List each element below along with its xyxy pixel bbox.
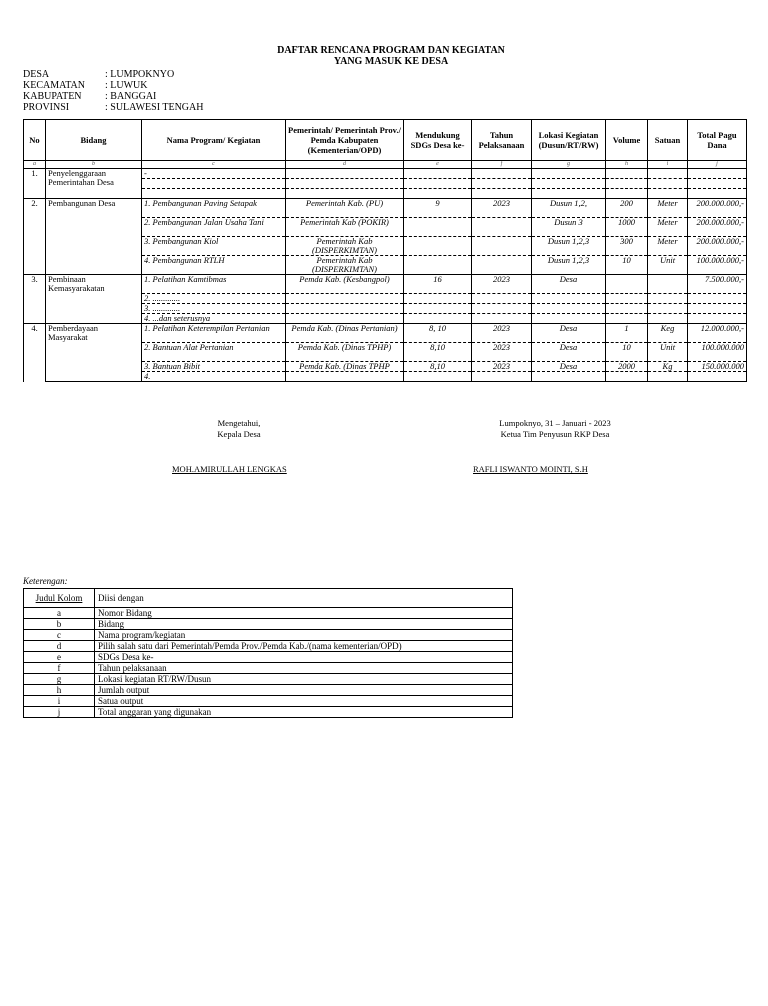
legend-desc: Nama program/kegiatan: [95, 630, 513, 641]
tahun-cell: [472, 256, 532, 275]
signature-left: [183, 418, 295, 440]
legend-row: [24, 641, 513, 652]
tahun-cell: [472, 294, 532, 304]
satuan-cell: Unit: [648, 343, 688, 362]
document-title: DAFTAR RENCANA PROGRAM DAN KEGIATAN: [277, 45, 505, 56]
pagu-cell: [688, 169, 747, 179]
legend-key: j: [24, 707, 95, 718]
tahun-cell: [472, 237, 532, 256]
program-cell: 3. Pembangunan Kiol: [142, 237, 286, 256]
satuan-cell: Kg: [648, 362, 688, 372]
info-value: : SULAWESI TENGAH: [105, 102, 204, 113]
legend-row: [24, 630, 513, 641]
info-row-kecamatan: [23, 80, 203, 91]
volume-cell: 2000: [606, 362, 648, 372]
table-header-row: [24, 120, 747, 161]
pagu-cell: [688, 372, 747, 382]
lokasi-cell: [532, 372, 606, 382]
program-cell: 1. Pelatihan Kamtibmas: [142, 275, 286, 294]
tahun-cell: [472, 372, 532, 382]
satuan-cell: [648, 314, 688, 324]
info-value: : BANGGAI: [105, 91, 157, 102]
satuan-cell: [648, 294, 688, 304]
volume-cell: 10: [606, 256, 648, 275]
legend-header-key: [24, 589, 95, 608]
satuan-cell: [648, 304, 688, 314]
satuan-cell: Unit: [648, 256, 688, 275]
sdgs-cell: [404, 179, 472, 189]
group-bidang: Pembangunan Desa: [46, 199, 142, 275]
info-key: KABUPATEN: [23, 91, 82, 102]
signature-right-line1: Lumpoknyo, 31 – Januari - 2023: [499, 418, 611, 428]
legend-row: [24, 652, 513, 663]
satuan-cell: [648, 189, 688, 199]
legend-desc: Satua output: [95, 696, 513, 707]
header-pagu: Total Pagu Dana: [688, 120, 747, 161]
tahun-cell: [472, 189, 532, 199]
legend-desc: SDGs Desa ke-: [95, 652, 513, 663]
volume-cell: [606, 304, 648, 314]
tahun-cell: [472, 179, 532, 189]
pemda-cell: Pemda Kab. (Dinas TPHP): [286, 343, 404, 362]
tahun-cell: 2023: [472, 324, 532, 343]
legend-header-row: [24, 589, 513, 608]
lokasi-cell: Desa: [532, 343, 606, 362]
info-value: : LUMPOKNYO: [105, 69, 175, 80]
pagu-cell: 150.000.000: [688, 362, 747, 372]
column-letter: j: [688, 161, 747, 169]
sdgs-cell: [404, 294, 472, 304]
volume-cell: [606, 372, 648, 382]
column-letter: f: [472, 161, 532, 169]
sdgs-cell: [404, 237, 472, 256]
pemda-cell: Pemerintah Kab (DISPERKIMTAN): [286, 256, 404, 275]
column-letter: i: [648, 161, 688, 169]
pemda-cell: [286, 294, 404, 304]
header-sdgs: Mendukung SDGs Desa ke-: [404, 120, 472, 161]
group-number: 1.: [24, 169, 46, 199]
header-program: Nama Program/ Kegiatan: [142, 120, 286, 161]
lokasi-cell: Dusun 1,2,3: [532, 256, 606, 275]
volume-cell: [606, 179, 648, 189]
pemda-cell: Pemda Kab. (Dinas Pertanian): [286, 324, 404, 343]
lokasi-cell: [532, 169, 606, 179]
volume-cell: 1000: [606, 218, 648, 237]
lokasi-cell: Desa: [532, 275, 606, 294]
lokasi-cell: [532, 314, 606, 324]
table-row: [24, 169, 747, 179]
pagu-cell: 100.000.000,-: [688, 256, 747, 275]
tahun-cell: 2023: [472, 275, 532, 294]
legend-row: [24, 696, 513, 707]
sdgs-cell: 9: [404, 199, 472, 218]
column-letter: g: [532, 161, 606, 169]
program-cell: 2. Pembangunan Jalan Usaha Tani: [142, 218, 286, 237]
legend-header-key-text: Judul Kolom: [35, 593, 83, 603]
pemda-cell: [286, 304, 404, 314]
village-info: [23, 69, 203, 113]
legend-desc: Nomor Bidang: [95, 608, 513, 619]
lokasi-cell: Dusun 1,2,3: [532, 237, 606, 256]
table-body: [24, 169, 747, 382]
legend-body: [24, 589, 513, 718]
pemda-cell: [286, 372, 404, 382]
signature-left-name: MOH.AMIRULLAH LENGKAS: [172, 464, 287, 474]
program-cell: -: [142, 169, 286, 179]
satuan-cell: [648, 275, 688, 294]
column-letter: h: [606, 161, 648, 169]
pagu-cell: [688, 304, 747, 314]
sdgs-cell: [404, 304, 472, 314]
legend-key: g: [24, 674, 95, 685]
header-lokasi: Lokasi Kegiatan (Dusun/RT/RW): [532, 120, 606, 161]
legend-key: a: [24, 608, 95, 619]
lokasi-cell: [532, 189, 606, 199]
header-pemda: Pemerintah/ Pemerintah Prov./ Pemda Kabupaten (Kementerian/OPD): [286, 120, 404, 161]
group-number: 3.: [24, 275, 46, 324]
document-subtitle: YANG MASUK KE DESA: [333, 56, 449, 67]
volume-cell: 300: [606, 237, 648, 256]
legend-desc: Tahun pelaksanaan: [95, 663, 513, 674]
table-row: [24, 324, 747, 343]
legend-key: b: [24, 619, 95, 630]
legend-table: [23, 588, 513, 718]
legend-row: [24, 707, 513, 718]
info-value: : LUWUK: [105, 80, 148, 91]
volume-cell: 10: [606, 343, 648, 362]
group-number: 4.: [24, 324, 46, 382]
pagu-cell: 200.000.000,-: [688, 199, 747, 218]
pemda-cell: [286, 169, 404, 179]
pagu-cell: [688, 294, 747, 304]
info-key: PROVINSI: [23, 102, 70, 113]
column-letter: e: [404, 161, 472, 169]
legend-key: h: [24, 685, 95, 696]
tahun-cell: 2023: [472, 343, 532, 362]
legend-desc: Total anggaran yang digunakan: [95, 707, 513, 718]
header-tahun: Tahun Pelaksanaan: [472, 120, 532, 161]
volume-cell: 200: [606, 199, 648, 218]
legend-desc: Jumlah output: [95, 685, 513, 696]
legend-header-desc: Diisi dengan: [95, 589, 513, 608]
legend-key: f: [24, 663, 95, 674]
header-volume: Volume: [606, 120, 648, 161]
sdgs-cell: [404, 189, 472, 199]
legend-row: [24, 663, 513, 674]
info-key: DESA: [23, 69, 50, 80]
satuan-cell: Meter: [648, 237, 688, 256]
table-row: [24, 275, 747, 294]
group-number: 2.: [24, 199, 46, 275]
lokasi-cell: Dusun 1,2,: [532, 199, 606, 218]
pemda-cell: [286, 179, 404, 189]
satuan-cell: Meter: [648, 218, 688, 237]
legend-row: [24, 608, 513, 619]
sdgs-cell: [404, 372, 472, 382]
legend-row: [24, 619, 513, 630]
satuan-cell: [648, 372, 688, 382]
legend-key: i: [24, 696, 95, 707]
info-row-provinsi: [23, 102, 203, 113]
pemda-cell: [286, 314, 404, 324]
group-bidang: Pembinaan Kemasyarakatan: [46, 275, 142, 324]
program-cell: 3. .............: [142, 304, 286, 314]
pemda-cell: Pemerintah Kab (DISPERKIMTAN): [286, 237, 404, 256]
legend-row: [24, 674, 513, 685]
sdgs-cell: 16: [404, 275, 472, 294]
pagu-cell: [688, 179, 747, 189]
volume-cell: [606, 169, 648, 179]
pagu-cell: [688, 189, 747, 199]
sdgs-cell: [404, 256, 472, 275]
signature-left-line2: Kepala Desa: [217, 429, 261, 439]
pemda-cell: Pemerintah Kab (POKIR): [286, 218, 404, 237]
legend-desc: Lokasi kegiatan RT/RW/Dusun: [95, 674, 513, 685]
pagu-cell: 12.000.000,-: [688, 324, 747, 343]
tahun-cell: 2023: [472, 362, 532, 372]
signature-right-name: RAFLI ISWANTO MOINTI, S.H: [473, 464, 588, 474]
lokasi-cell: Desa: [532, 362, 606, 372]
tahun-cell: [472, 169, 532, 179]
lokasi-cell: [532, 294, 606, 304]
info-row-desa: [23, 69, 203, 80]
column-letter: a: [24, 161, 46, 169]
header-bidang: Bidang: [46, 120, 142, 161]
legend-title: Keterengan:: [23, 576, 68, 586]
sdgs-cell: 8,10: [404, 362, 472, 372]
column-letter: b: [46, 161, 142, 169]
column-letter: d: [286, 161, 404, 169]
legend-key: e: [24, 652, 95, 663]
header-satuan: Satuan: [648, 120, 688, 161]
info-key: KECAMATAN: [23, 80, 85, 91]
volume-cell: [606, 189, 648, 199]
column-letter: c: [142, 161, 286, 169]
legend-desc: Pilih salah satu dari Pemerintah/Pemda Prov./Pemda Kab./(nama kementerian/OPD): [95, 641, 513, 652]
lokasi-cell: Dusun 3: [532, 218, 606, 237]
legend-row: [24, 685, 513, 696]
lokasi-cell: Desa: [532, 324, 606, 343]
tahun-cell: [472, 218, 532, 237]
sdgs-cell: [404, 314, 472, 324]
pagu-cell: 200.000.000,-: [688, 218, 747, 237]
pemda-cell: [286, 189, 404, 199]
pagu-cell: [688, 314, 747, 324]
pemda-cell: Pemda Kab. (Kesbangpol): [286, 275, 404, 294]
program-cell: [142, 189, 286, 199]
column-letter-row: [24, 161, 747, 169]
header-no: No: [24, 120, 46, 161]
volume-cell: [606, 275, 648, 294]
signature-right-line2: Ketua Tim Penyusun RKP Desa: [500, 429, 610, 439]
table-row: [24, 199, 747, 218]
tahun-cell: [472, 304, 532, 314]
program-table: [23, 119, 747, 382]
program-cell: 1. Pembangunan Paving Setapak: [142, 199, 286, 218]
program-cell: 1. Pelatihan Keterempilan Pertanian: [142, 324, 286, 343]
program-cell: [142, 179, 286, 189]
satuan-cell: [648, 179, 688, 189]
program-cell: 3. Bantuan Bibit: [142, 362, 286, 372]
lokasi-cell: [532, 304, 606, 314]
satuan-cell: Meter: [648, 199, 688, 218]
info-row-kabupaten: [23, 91, 203, 102]
pagu-cell: 200.000.000,-: [688, 237, 747, 256]
legend-key: d: [24, 641, 95, 652]
group-bidang: Penyelenggaraan Pemerintahan Desa: [46, 169, 142, 199]
program-cell: 4. Pembangunan RTLH: [142, 256, 286, 275]
tahun-cell: 2023: [472, 199, 532, 218]
pemda-cell: Pemda Kab. (Dinas TPHP: [286, 362, 404, 372]
program-cell: 2. Bantuan Alat Pertanian: [142, 343, 286, 362]
signature-right: [470, 418, 640, 440]
program-cell: 4.: [142, 372, 286, 382]
program-cell: 4. ...dan seterusnya: [142, 314, 286, 324]
group-bidang: Pemberdayaan Masyarakat: [46, 324, 142, 382]
sdgs-cell: [404, 218, 472, 237]
satuan-cell: Keg: [648, 324, 688, 343]
tahun-cell: [472, 314, 532, 324]
legend-desc: Bidang: [95, 619, 513, 630]
signature-left-line1: Mengetahui,: [217, 418, 261, 428]
volume-cell: [606, 294, 648, 304]
volume-cell: [606, 314, 648, 324]
sdgs-cell: 8,10: [404, 343, 472, 362]
lokasi-cell: [532, 179, 606, 189]
sdgs-cell: [404, 169, 472, 179]
pagu-cell: 7.500.000,-: [688, 275, 747, 294]
pagu-cell: 100.000.000: [688, 343, 747, 362]
volume-cell: 1: [606, 324, 648, 343]
satuan-cell: [648, 169, 688, 179]
program-cell: 2. .............: [142, 294, 286, 304]
sdgs-cell: 8, 10: [404, 324, 472, 343]
legend-key: c: [24, 630, 95, 641]
pemda-cell: Pemerintah Kab. (PU): [286, 199, 404, 218]
